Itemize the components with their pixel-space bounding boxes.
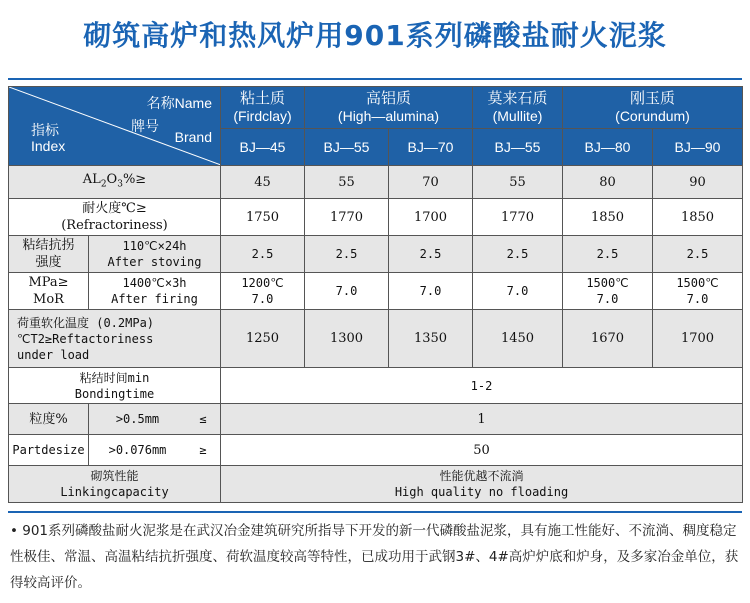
header-corner [9, 87, 221, 166]
value-cell: 70 [389, 166, 473, 199]
value-cell: 2.5 [563, 236, 653, 273]
partdesize-condition: >0.076mm ≥ [89, 435, 221, 466]
value-cell: 45 [221, 166, 305, 199]
mpa-mor-label: MPa≥ MoR [9, 273, 89, 310]
value-cell: 7.0 [389, 273, 473, 310]
code-cell: BJ—55 [305, 128, 389, 165]
code-cell: BJ—70 [389, 128, 473, 165]
partdesize-label: Partdesize [9, 435, 89, 466]
row-bonding-time [9, 368, 743, 404]
value-cell: 1700 [389, 199, 473, 236]
value-cell: 1300 [305, 310, 389, 368]
value-cell: 7.0 [305, 273, 389, 310]
spec-table [8, 86, 743, 503]
value-cell: 90 [653, 166, 743, 199]
bottom-rule [8, 511, 742, 513]
code-cell: BJ—80 [563, 128, 653, 165]
partdesize-value: 50 [221, 435, 743, 466]
value-cell: 2.5 [653, 236, 743, 273]
al2o3-label: $AL_2O_3\%\ge$ [9, 166, 221, 199]
bonding-time-value: 1-2 [221, 368, 743, 404]
group-mullite: 莫来石质 (Mullite) [473, 87, 563, 129]
code-cell: BJ—55 [473, 128, 563, 165]
index-en-label: Index [31, 138, 66, 154]
value-cell: 1850 [653, 199, 743, 236]
particle-size-label: 粒度% [9, 404, 89, 435]
load-softening-label: 荷重软化温度 (0.2MPa) ℃T2≥Reftactoriness under load [9, 310, 221, 368]
group-corundum: 刚玉质 (Corundum) [563, 87, 743, 129]
bonding-time-label: 粘结时间min Bondingtime [9, 368, 221, 404]
index-zh-label: 指标 [31, 122, 59, 138]
bond-strength-label: 粘结抗拐 强度 [9, 236, 89, 273]
row-refractoriness [9, 199, 743, 236]
linking-capacity-value: 性能优越不流淌 High quality no floading [221, 466, 743, 503]
bond-1400-condition: 1400℃×3h After firing [89, 273, 221, 310]
value-cell: 1500℃ 7.0 [653, 273, 743, 310]
value-cell: 1250 [221, 310, 305, 368]
particle-size-value: 1 [221, 404, 743, 435]
row-linking-capacity [9, 466, 743, 503]
name-label: 名称Name [146, 95, 212, 111]
value-cell: 1450 [473, 310, 563, 368]
brand-en-label: Brand [174, 129, 212, 145]
value-cell: 1500℃ 7.0 [563, 273, 653, 310]
row-al2o3 [9, 166, 743, 199]
value-cell: 1700 [653, 310, 743, 368]
value-cell: 1750 [221, 199, 305, 236]
value-cell: 1770 [305, 199, 389, 236]
value-cell: 1200℃ 7.0 [221, 273, 305, 310]
brand-zh-label: 牌号 [131, 118, 159, 134]
value-cell: 1670 [563, 310, 653, 368]
page-title: 砌筑高炉和热风炉用901系列磷酸盐耐火泥浆 [83, 19, 667, 52]
group-high-alumina: 高铝质 (High—alumina) [305, 87, 473, 129]
row-particle-size-2 [9, 435, 743, 466]
value-cell: 2.5 [221, 236, 305, 273]
row-bond-110 [9, 236, 743, 273]
value-cell: 55 [305, 166, 389, 199]
top-rule [8, 78, 742, 80]
refractoriness-label: 耐火度℃≥ (Refractoriness) [9, 199, 221, 236]
value-cell: 2.5 [389, 236, 473, 273]
value-cell: 1770 [473, 199, 563, 236]
row-load-softening [9, 310, 743, 368]
row-bond-1400 [9, 273, 743, 310]
particle-size-condition: >0.5mm ≤ [89, 404, 221, 435]
product-note: • 901系列磷酸盐耐火泥浆是在武汉冶金建筑研究所指导下开发的新一代磷酸盐泥浆，具有施工性能好、不流淌、稠度稳定性极佳、常温、高温粘结抗折强度、荷软温度较高等特性，已成功用于武钢3#、4#高炉炉底和炉身，及多家冶金单位，获得较高评价。 [10, 523, 739, 591]
group-fireclay: 粘土质 (Firdclay) [221, 87, 305, 129]
value-cell: 7.0 [473, 273, 563, 310]
code-cell: BJ—45 [221, 128, 305, 165]
code-cell: BJ—90 [653, 128, 743, 165]
value-cell: 1350 [389, 310, 473, 368]
value-cell: 1850 [563, 199, 653, 236]
value-cell: 2.5 [305, 236, 389, 273]
value-cell: 80 [563, 166, 653, 199]
bond-110-condition: 110℃×24h After stoving [89, 236, 221, 273]
value-cell: 55 [473, 166, 563, 199]
linking-capacity-label: 砌筑性能 Linkingcapacity [9, 466, 221, 503]
value-cell: 2.5 [473, 236, 563, 273]
row-particle-size-1 [9, 404, 743, 435]
